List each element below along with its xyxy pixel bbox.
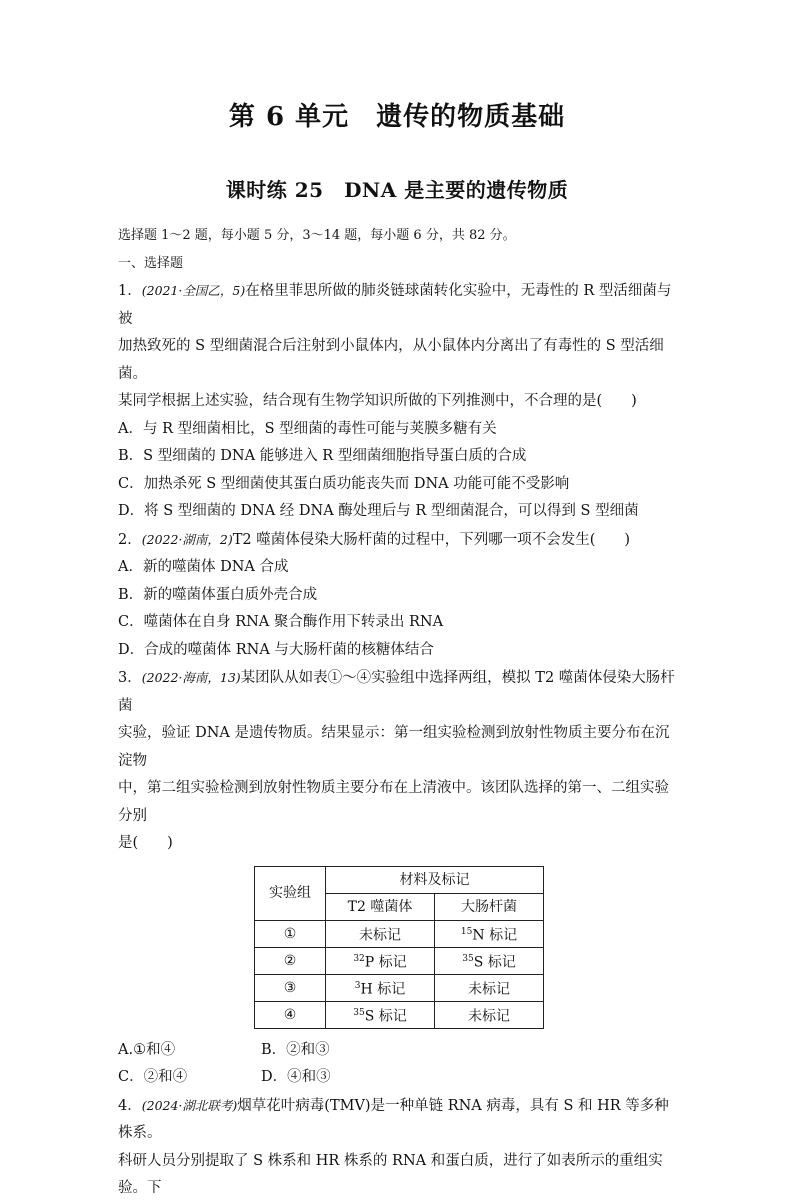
option-b: B．S 型细菌的 DNA 能够进入 R 型细菌细胞指导蛋白质的合成 — [118, 448, 527, 464]
option-c: C．加热杀死 S 型细菌使其蛋白质功能丧失而 DNA 功能可能不受影响 — [118, 475, 570, 492]
question-source: (2022·海南，13) — [141, 670, 241, 685]
option-a: A．新的噬菌体 DNA 合成 — [118, 559, 289, 575]
table-row: ③ $^3$H 标记 未标记 — [255, 974, 544, 1001]
question-source: (2022·湖南，2) — [141, 531, 233, 547]
material-header: 材料及标记 — [326, 866, 544, 893]
option-d: D．④和③ — [261, 1069, 331, 1085]
question-3-line-4: 是( ) — [118, 835, 173, 851]
question-3-line-3: 中，第二组实验检测到放射性物质主要分布在上清液中。该团队选择的第一、二组实验分别 — [118, 780, 669, 824]
option-d: D．合成的噬菌体 RNA 与大肠杆菌的核糖体结合 — [118, 641, 434, 658]
option-a: A.①和④ — [118, 1041, 176, 1058]
options-row-2 — [118, 1064, 678, 1092]
options-row-1 — [118, 1037, 678, 1065]
option-d: D．将 S 型细菌的 DNA 经 DNA 酶处理后与 R 型细菌混合，可以得到 S 型细菌 — [118, 503, 639, 519]
question-2-stem: 2．(2022·湖南，2)T2 噬菌体侵染大肠杆菌的过程中，下列哪一项不会发生( ) — [118, 531, 631, 548]
question-source: (2021·全国乙，5) — [141, 283, 246, 298]
question-source: (2024·湖北联考) — [141, 1097, 238, 1113]
lesson-title: 课时练 25 DNA 是主要的遗传物质 — [225, 178, 569, 202]
option-b: B．新的噬菌体蛋白质外壳合成 — [118, 586, 318, 603]
table-row: ④ $^{35}$S 标记 未标记 — [255, 1001, 544, 1028]
score-note: 选择题 1～2 题，每小题 5 分，3～14 题，每小题 6 分，共 82 分。 — [118, 228, 516, 243]
table-row: ① 未标记 $^{15}$N 标记 — [255, 920, 544, 947]
unit-title: 第 6 单元 遗传的物质基础 — [228, 102, 566, 132]
option-c: C．②和④ — [118, 1069, 188, 1085]
question-1-line-3: 某同学根据上述实验，结合现有生物学知识所做的下列推测中，不合理的是( ) — [118, 393, 637, 409]
question-1-line-2: 加热致死的 S 型细菌混合后注射到小鼠体内，从小鼠体内分离出了有毒性的 S 型活细菌。 — [118, 338, 664, 382]
table-row: ② $^{32}$P 标记 $^{35}$S 标记 — [255, 947, 544, 974]
question-4-line-2: 科研人员分别提取了 S 株系和 HR 株系的 RNA 和蛋白质，进行了如表所示的重组实验。下 — [118, 1152, 663, 1196]
content — [118, 222, 678, 1203]
experiment-table — [254, 866, 544, 1029]
question-3-line-2: 实验，验证 DNA 是遗传物质。结果显示：第一组实验检测到放射性物质主要分布在沉淀物 — [118, 725, 670, 769]
question-4-line-1: 4．(2024·湖北联考)烟草花叶病毒(TMV)是一种单链 RNA 病毒，具有 S 和 HR 等多种株系。 — [118, 1097, 669, 1141]
section-heading: 一、选择题 — [118, 255, 184, 271]
option-a: A．与 R 型细菌相比，S 型细菌的毒性可能与荚膜多糖有关 — [118, 420, 497, 437]
phage-header: T2 噬菌体 — [326, 893, 435, 920]
option-b: B．②和③ — [261, 1041, 330, 1058]
question-3-line-1: 3．(2022·海南，13)某团队从如表①～④实验组中选择两组，模拟 T2 噬菌体侵染大肠杆菌 — [118, 670, 675, 714]
ecoli-header: 大肠杆菌 — [435, 893, 544, 920]
question-1-line-1: 1．(2021·全国乙，5)在格里菲思所做的肺炎链球菌转化实验中，无毒性的 R 型活细菌与被 — [118, 283, 672, 327]
col-group-header: 实验组 — [255, 866, 326, 920]
option-c: C．噬菌体在自身 RNA 聚合酶作用下转录出 RNA — [118, 614, 444, 630]
